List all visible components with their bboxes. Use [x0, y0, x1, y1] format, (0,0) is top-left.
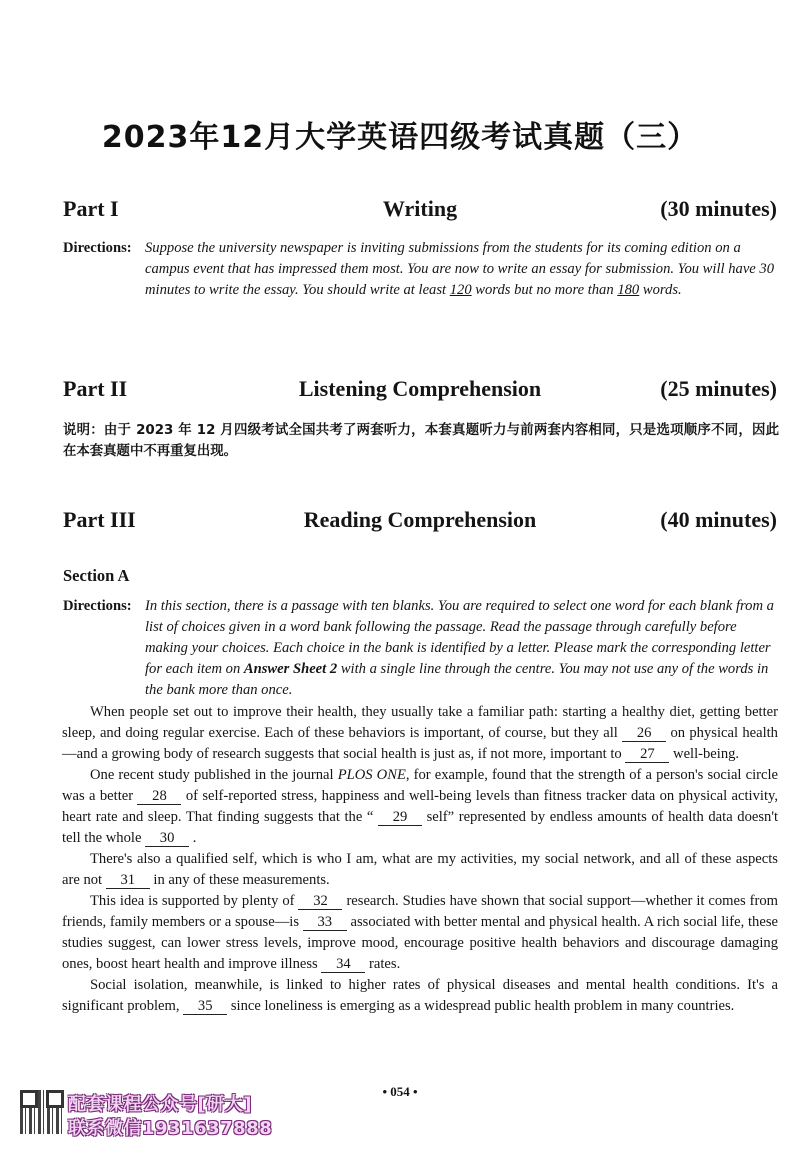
blank-26: 26 [622, 725, 666, 742]
qr-code-icon [20, 1090, 64, 1134]
listening-note: 说明：由于 2023 年 12 月四级考试全国共考了两套听力，本套真题听力与前两套内容相同，只是选项顺序不同，因此在本套真题中不再重复出现。 [63, 423, 779, 459]
part-2-label: Part II [63, 376, 128, 401]
passage-paragraph-5: Social isolation, meanwhile, is linked to higher rates of physical diseases and mental health conditions. It's a significant problem, 35 since loneliness is emerging as a widespread public health problem in many countries. [62, 977, 778, 1014]
blank-27: 27 [625, 746, 669, 763]
part-1-header [63, 196, 777, 226]
blank-31: 31 [106, 872, 150, 889]
reading-passage [62, 702, 778, 1017]
writing-directions-text: Suppose the university newspaper is inviting submissions from the students for its coming edition on a campus event that has impressed them most. You are now to write an essay for submission. You will have 30 minutes to write the essay. You should write at least 120 words but no more than 180 words. [145, 240, 775, 298]
part-1-time: (30 minutes) [660, 196, 777, 221]
blank-29: 29 [378, 809, 422, 826]
section-a-heading: Section A [63, 566, 130, 585]
blank-32: 32 [298, 893, 342, 910]
blank-28: 28 [137, 788, 181, 805]
part-2-time: (25 minutes) [660, 376, 777, 401]
part-3-name: Reading Comprehension [303, 507, 537, 532]
journal-name: PLOS ONE [337, 767, 406, 783]
watermark [20, 1090, 320, 1140]
blank-30: 30 [145, 830, 189, 847]
part-2-name: Listening Comprehension [298, 376, 542, 401]
page-number: • 054 • [382, 1084, 418, 1099]
page-title: 2023年12月大学英语四级考试真题（三） [101, 120, 699, 155]
passage-paragraph-4: This idea is supported by plenty of 32 research. Studies have shown that social support—whether it comes from friends, family members or a spouse—is 33 associated with better mental and physical health. A rich social life, these studies suggest, can lower stress levels, improve mood, encourage positive health behaviors and discourage damaging ones, boost heart health and improve illness 34 rates. [62, 893, 779, 972]
part-1-name: Writing [382, 196, 458, 221]
part-2-header [63, 376, 777, 406]
passage-paragraph-1: When people set out to improve their health, they usually take a familiar path: starting a healthy diet, getting better sleep, and doing regular exercise. Each of these behaviors is important, of course, but they all 26 on physical health—and a growing body of research suggests that social health is just as, if not more, important to 27 well-being. [62, 704, 778, 762]
blank-34: 34 [321, 956, 365, 973]
part-3-label: Part III [63, 507, 136, 532]
part-3-header [63, 507, 777, 537]
part-3-time: (40 minutes) [660, 507, 777, 532]
answer-sheet-ref: Answer Sheet 2 [243, 661, 338, 677]
watermark-line-1: 配套课程公众号[研大] [68, 1094, 252, 1115]
blank-35: 35 [183, 998, 227, 1015]
writing-directions [63, 238, 779, 301]
min-words: 120 [449, 282, 472, 298]
reading-directions-text: In this section, there is a passage with ten blanks. You are required to select one word for each blank from a list of choices given in a word bank following the passage. Read the passage through carefully before making your choices. Each choice in the bank is identified by a letter. Please mark the corresponding letter for each item on Answer Sheet 2 with a single line through the centre. You may not use any of the words in the bank more than once. [145, 598, 774, 698]
passage-paragraph-2: One recent study published in the journal PLOS ONE, for example, found that the strength of a person's social circle was a better 28 of self-reported stress, happiness and well-being levels than fitness tracker data on physical activity, heart rate and sleep. That finding suggests that the “ 29 self” represented by endless amounts of health data doesn't tell the whole 30 . [62, 767, 779, 846]
reading-directions-label: Directions: [63, 598, 132, 614]
max-words: 180 [617, 282, 640, 298]
blank-33: 33 [303, 914, 347, 931]
part-1-label: Part I [63, 196, 119, 221]
writing-directions-label: Directions: [63, 240, 132, 256]
reading-directions [63, 596, 779, 701]
watermark-line-2: 联系微信1931637888 [68, 1118, 273, 1139]
passage-paragraph-3: There's also a qualified self, which is who I am, what are my activities, my social network, and all of these aspects are not 31 in any of these measurements. [62, 851, 778, 888]
